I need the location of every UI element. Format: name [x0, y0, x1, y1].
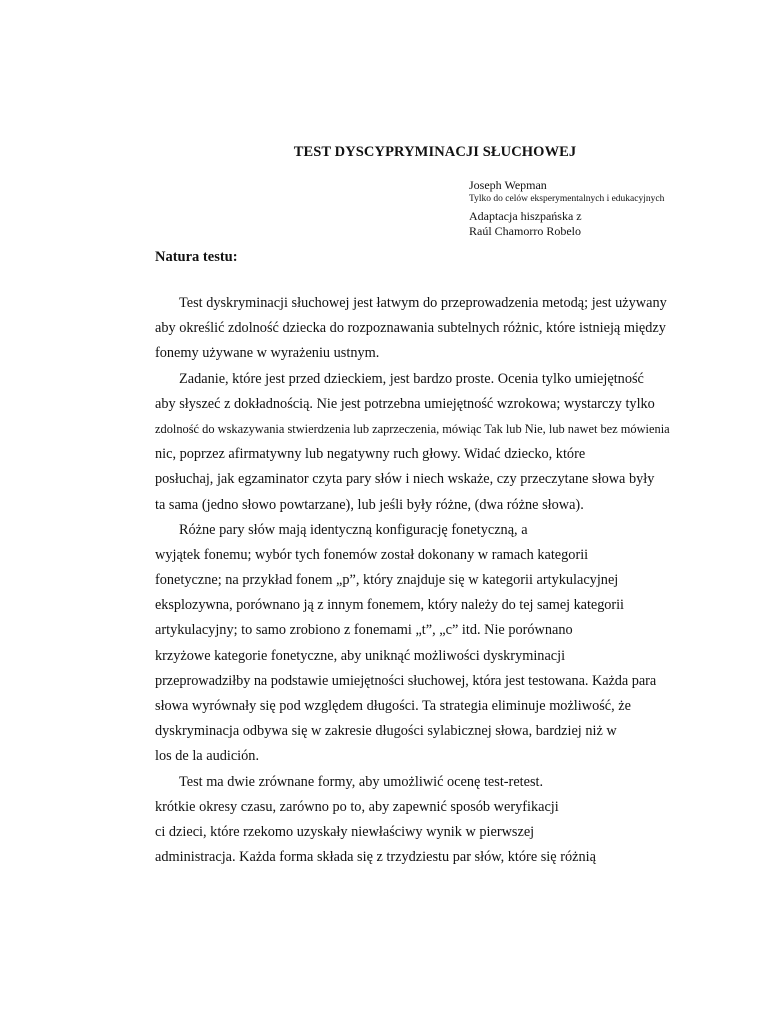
text-line: zdolność do wskazywania stwierdzenia lub zaprzeczenia, mówiąc Tak lub Nie, lub nawet bez mówienia — [155, 421, 670, 436]
text-line: Test ma dwie zrównane formy, aby umożliwić ocenę test-retest. — [179, 773, 544, 790]
text-line: ci dzieci, które rzekomo uzyskały niewłaściwy wynik w pierwszej — [155, 823, 535, 840]
usage-note: Tylko do celów eksperymentalnych i edukacyjnych — [469, 194, 665, 204]
text-line: Zadanie, które jest przed dzieckiem, jest bardzo proste. Ocenia tylko umiejętność — [179, 370, 644, 387]
text-line: Test dyskryminacji słuchowej jest łatwym do przeprowadzenia metodą; jest używany — [179, 295, 667, 311]
body-text — [155, 291, 755, 870]
text-line: eksplozywna, porównano ją z innym fonemem, który należy do tej samej kategorii — [155, 597, 624, 614]
text-line: wyjątek fonemu; wybór tych fonemów został dokonany w ramach kategorii — [155, 546, 589, 563]
text-line: krzyżowe kategorie fonetyczne, aby uniknąć możliwości dyskryminacji — [155, 647, 566, 664]
text-line: ta sama (jedno słowo powtarzane), lub jeśli były różne, (dwa różne słowa). — [155, 496, 584, 513]
text-line: nic, poprzez afirmatywny lub negatywny ruch głowy. Widać dziecko, które — [155, 446, 586, 463]
text-line: krótkie okresy czasu, zarówno po to, aby zapewnić sposób weryfikacji — [155, 798, 559, 815]
adaptation-author: Raúl Chamorro Robelo — [469, 223, 581, 238]
text-line: los de la audición. — [155, 748, 260, 765]
text-line: słowa wyrównały się pod względem długości. Ta strategia eliminuje możliwość, że — [155, 698, 631, 714]
text-line: posłuchaj, jak egzaminator czyta pary słów i niech wskaże, czy przeczytane słowa były — [155, 471, 655, 488]
text-line: administracja. Każda forma składa się z trzydziestu par słów, które się różnią — [155, 849, 596, 866]
document-title: TEST DYSCYPRYMINACJI SŁUCHOWEJ — [293, 144, 577, 160]
text-line: aby określić zdolność dziecka do rozpoznawania subtelnych różnic, które istnieją między — [155, 320, 666, 337]
text-line: artykulacyjny; to samo zrobiono z fonemami „t”, „c” itd. Nie porównano — [155, 622, 573, 639]
text-line: fonemy używane w wyrażeniu ustnym. — [155, 345, 380, 362]
text-line: aby słyszeć z dokładnością. Nie jest potrzebna umiejętność wzrokowa; wystarczy tylko — [155, 395, 655, 412]
text-line: dyskryminacja odbywa się w zakresie długości sylabicznej słowa, bardziej niż w — [155, 723, 617, 740]
author-name: Joseph Wepman — [469, 178, 547, 192]
section-heading: Natura testu: — [155, 249, 238, 265]
author-block — [469, 178, 759, 238]
text-line: fonetyczne; na przykład fonem „p”, który znajduje się w kategorii artykulacyjnej — [155, 572, 619, 589]
adaptation-line: Adaptacja hiszpańska z — [469, 209, 582, 223]
text-line: Różne pary słów mają identyczną konfigurację fonetyczną, a — [179, 521, 528, 538]
text-line: przeprowadziłby na podstawie umiejętności słuchowej, która jest testowana. Każda para — [155, 672, 657, 689]
